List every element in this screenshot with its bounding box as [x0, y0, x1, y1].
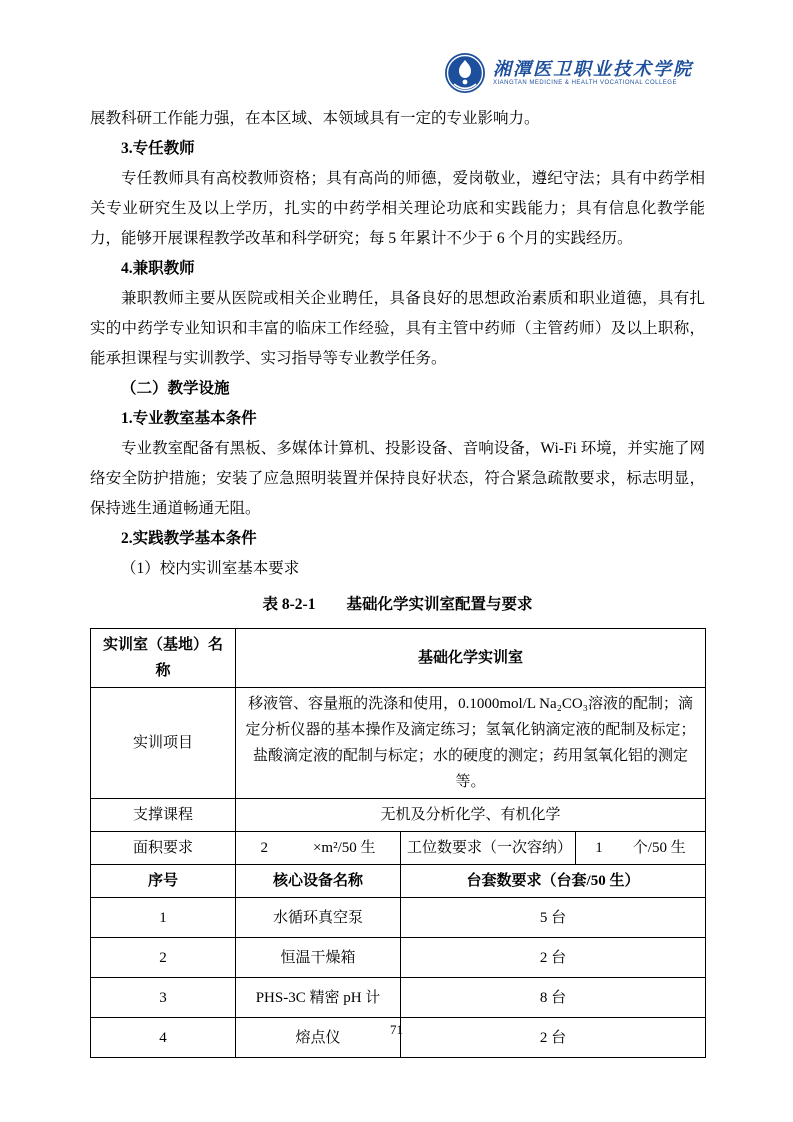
paragraph-fulltime-teachers: 专任教师具有高校教师资格；具有高尚的师德，爱岗敬业，遵纪守法；具有中药学相关专业研究生及以上学历，扎实的中药学相关理论功底和实践能力；具有信息化教学能力，能够开展课程教学改革和科学研究；每 5 年累计不少于 6 个月的实践经历。 [90, 170, 705, 247]
header-qty-cell: 台套数要求（台套/50 生） [401, 865, 706, 898]
equipment-name-cell: 恒温干燥箱 [236, 938, 401, 978]
heading-teaching-facilities: （二）教学设施 [121, 380, 230, 397]
table-row-area [91, 832, 706, 865]
room-value-cell: 基础化学实训室 [236, 629, 706, 688]
table-row-equipment-2 [91, 938, 706, 978]
college-logo-icon [444, 52, 486, 94]
station-label-cell: 工位数要求（一次容纳） [401, 832, 576, 865]
equipment-no-cell: 1 [91, 898, 236, 938]
document-body [90, 104, 705, 1058]
header-no-cell: 序号 [91, 865, 236, 898]
equipment-no-cell: 4 [91, 1018, 236, 1058]
lab-spec-table [90, 628, 706, 1058]
table-row-equipment-1 [91, 898, 706, 938]
project-value-cell: 移液管、容量瓶的洗涤和使用，0.1000mol/L Na₂CO₃溶液的配制；滴定分析仪器的基本操作及滴定练习；氢氧化钠滴定液的配制及标定；盐酸滴定液的配制与标定；水的硬度的测定；药用氢氧化铝的测定等。 [236, 688, 706, 799]
equipment-qty-cell: 5 台 [401, 898, 706, 938]
paragraph-continued: 展教科研工作能力强，在本区域、本领域具有一定的专业影响力。 [90, 110, 540, 127]
course-value-cell: 无机及分析化学、有机化学 [236, 799, 706, 832]
area-value-cell: 2 ×m²/50 生 [236, 832, 401, 865]
table-row-equipment-3 [91, 978, 706, 1018]
equipment-name-cell: PHS-3C 精密 pH 计 [236, 978, 401, 1018]
equipment-no-cell: 3 [91, 978, 236, 1018]
equipment-no-cell: 2 [91, 938, 236, 978]
college-name-block [493, 59, 693, 87]
equipment-qty-cell: 8 台 [401, 978, 706, 1018]
equipment-name-cell: 水循环真空泵 [236, 898, 401, 938]
project-label-cell: 实训项目 [91, 688, 236, 799]
table-header-row [91, 865, 706, 898]
table-caption: 表 8-2-1 基础化学实训室配置与要求 [262, 596, 533, 613]
equipment-name-cell: 熔点仪 [236, 1018, 401, 1058]
heading-fulltime-teachers: 3.专任教师 [121, 140, 195, 157]
station-value-cell: 1 个/50 生 [576, 832, 706, 865]
equipment-qty-cell: 2 台 [401, 1018, 706, 1058]
heading-parttime-teachers: 4.兼职教师 [121, 260, 195, 277]
heading-practice-conditions: 2.实践教学基本条件 [121, 530, 257, 547]
table-row-room [91, 629, 706, 688]
college-logo [444, 52, 693, 94]
heading-classroom-conditions: 1.专业教室基本条件 [121, 410, 257, 427]
paragraph-classroom-conditions: 专业教室配备有黑板、多媒体计算机、投影设备、音响设备，Wi-Fi 环境，并实施了网络安全防护措施；安装了应急照明装置并保持良好状态，符合紧急疏散要求，标志明显，保持逃生通道畅通无阻。 [90, 440, 705, 517]
paragraph-campus-requirement: （1）校内实训室基本要求 [121, 560, 300, 577]
table-row-course [91, 799, 706, 832]
course-label-cell: 支撑课程 [91, 799, 236, 832]
college-name-en: XIANGTAN MEDICINE & HEALTH VOCATIONAL COLLEGE [493, 80, 677, 86]
header-name-cell: 核心设备名称 [236, 865, 401, 898]
college-name-zh: 湘潭医卫职业技术学院 [493, 59, 693, 79]
room-label-cell: 实训室（基地）名称 [91, 629, 236, 688]
paragraph-parttime-teachers: 兼职教师主要从医院或相关企业聘任，具备良好的思想政治素质和职业道德，具有扎实的中药学专业知识和丰富的临床工作经验，具有主管中药师（主管药师）及以上职称，能承担课程与实训教学、实习指导等专业教学任务。 [90, 290, 705, 367]
equipment-qty-cell: 2 台 [401, 938, 706, 978]
page-number: 71 [390, 1022, 403, 1037]
table-row-project [91, 688, 706, 799]
area-label-cell: 面积要求 [91, 832, 236, 865]
